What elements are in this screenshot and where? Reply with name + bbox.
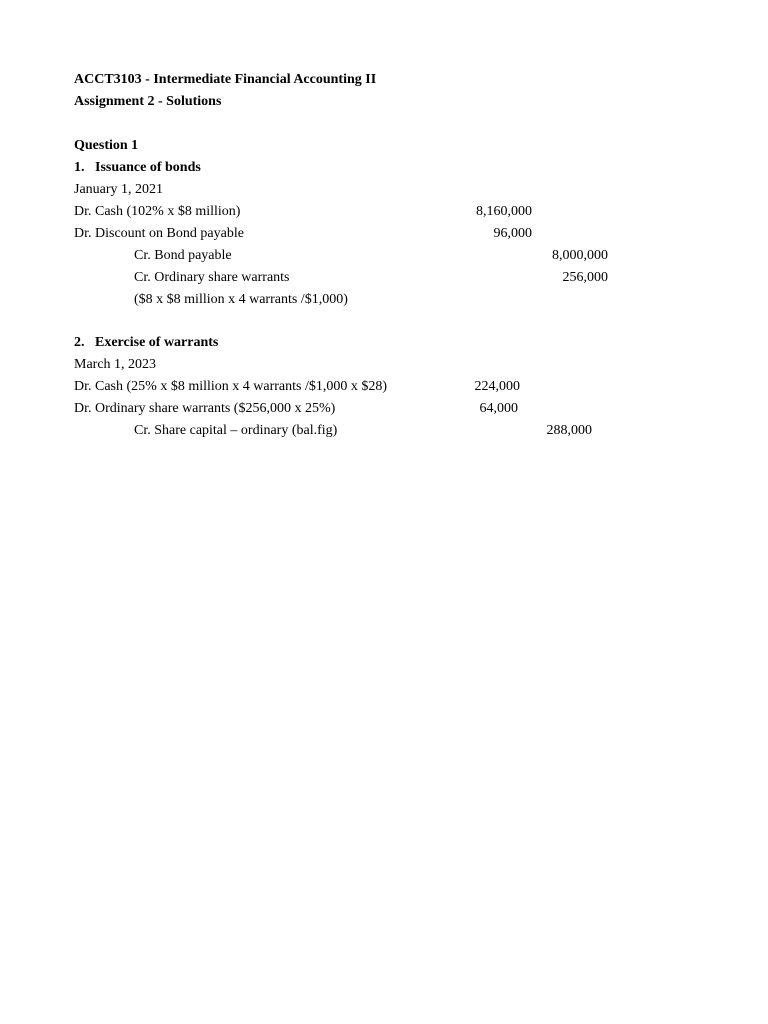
journal-entry-text: Dr. Discount on Bond payable [74, 226, 244, 241]
debit-amount: 64,000 [479, 401, 518, 416]
journal-entry-text: Cr. Ordinary share warrants [134, 270, 290, 285]
section-heading-issuance: 1. Issuance of bonds [74, 160, 201, 175]
calculation-note: ($8 x $8 million x 4 warrants /$1,000) [134, 292, 348, 307]
debit-amount: 224,000 [474, 379, 520, 394]
journal-entry-text: Dr. Ordinary share warrants ($256,000 x 25%) [74, 401, 336, 416]
document-title: Assignment 2 - Solutions [74, 94, 222, 109]
journal-entry-text: Dr. Cash (102% x $8 million) [74, 204, 241, 219]
credit-amount: 288,000 [546, 423, 592, 438]
credit-amount: 8,000,000 [552, 248, 608, 263]
journal-entry-text: Cr. Bond payable [134, 248, 232, 263]
entry-date: March 1, 2023 [74, 357, 157, 372]
entry-date: January 1, 2021 [74, 182, 164, 197]
section-heading-exercise: 2. Exercise of warrants [74, 335, 219, 350]
journal-entry-text: Dr. Cash (25% x $8 million x 4 warrants /$1,000 x $28) [74, 379, 388, 394]
debit-amount: 96,000 [493, 226, 532, 241]
journal-entry-text: Cr. Share capital – ordinary (bal.fig) [134, 423, 338, 438]
credit-amount: 256,000 [562, 270, 608, 285]
course-title: ACCT3103 - Intermediate Financial Accounting II [74, 72, 377, 87]
question-label: Question 1 [74, 138, 139, 153]
debit-amount: 8,160,000 [476, 204, 532, 219]
